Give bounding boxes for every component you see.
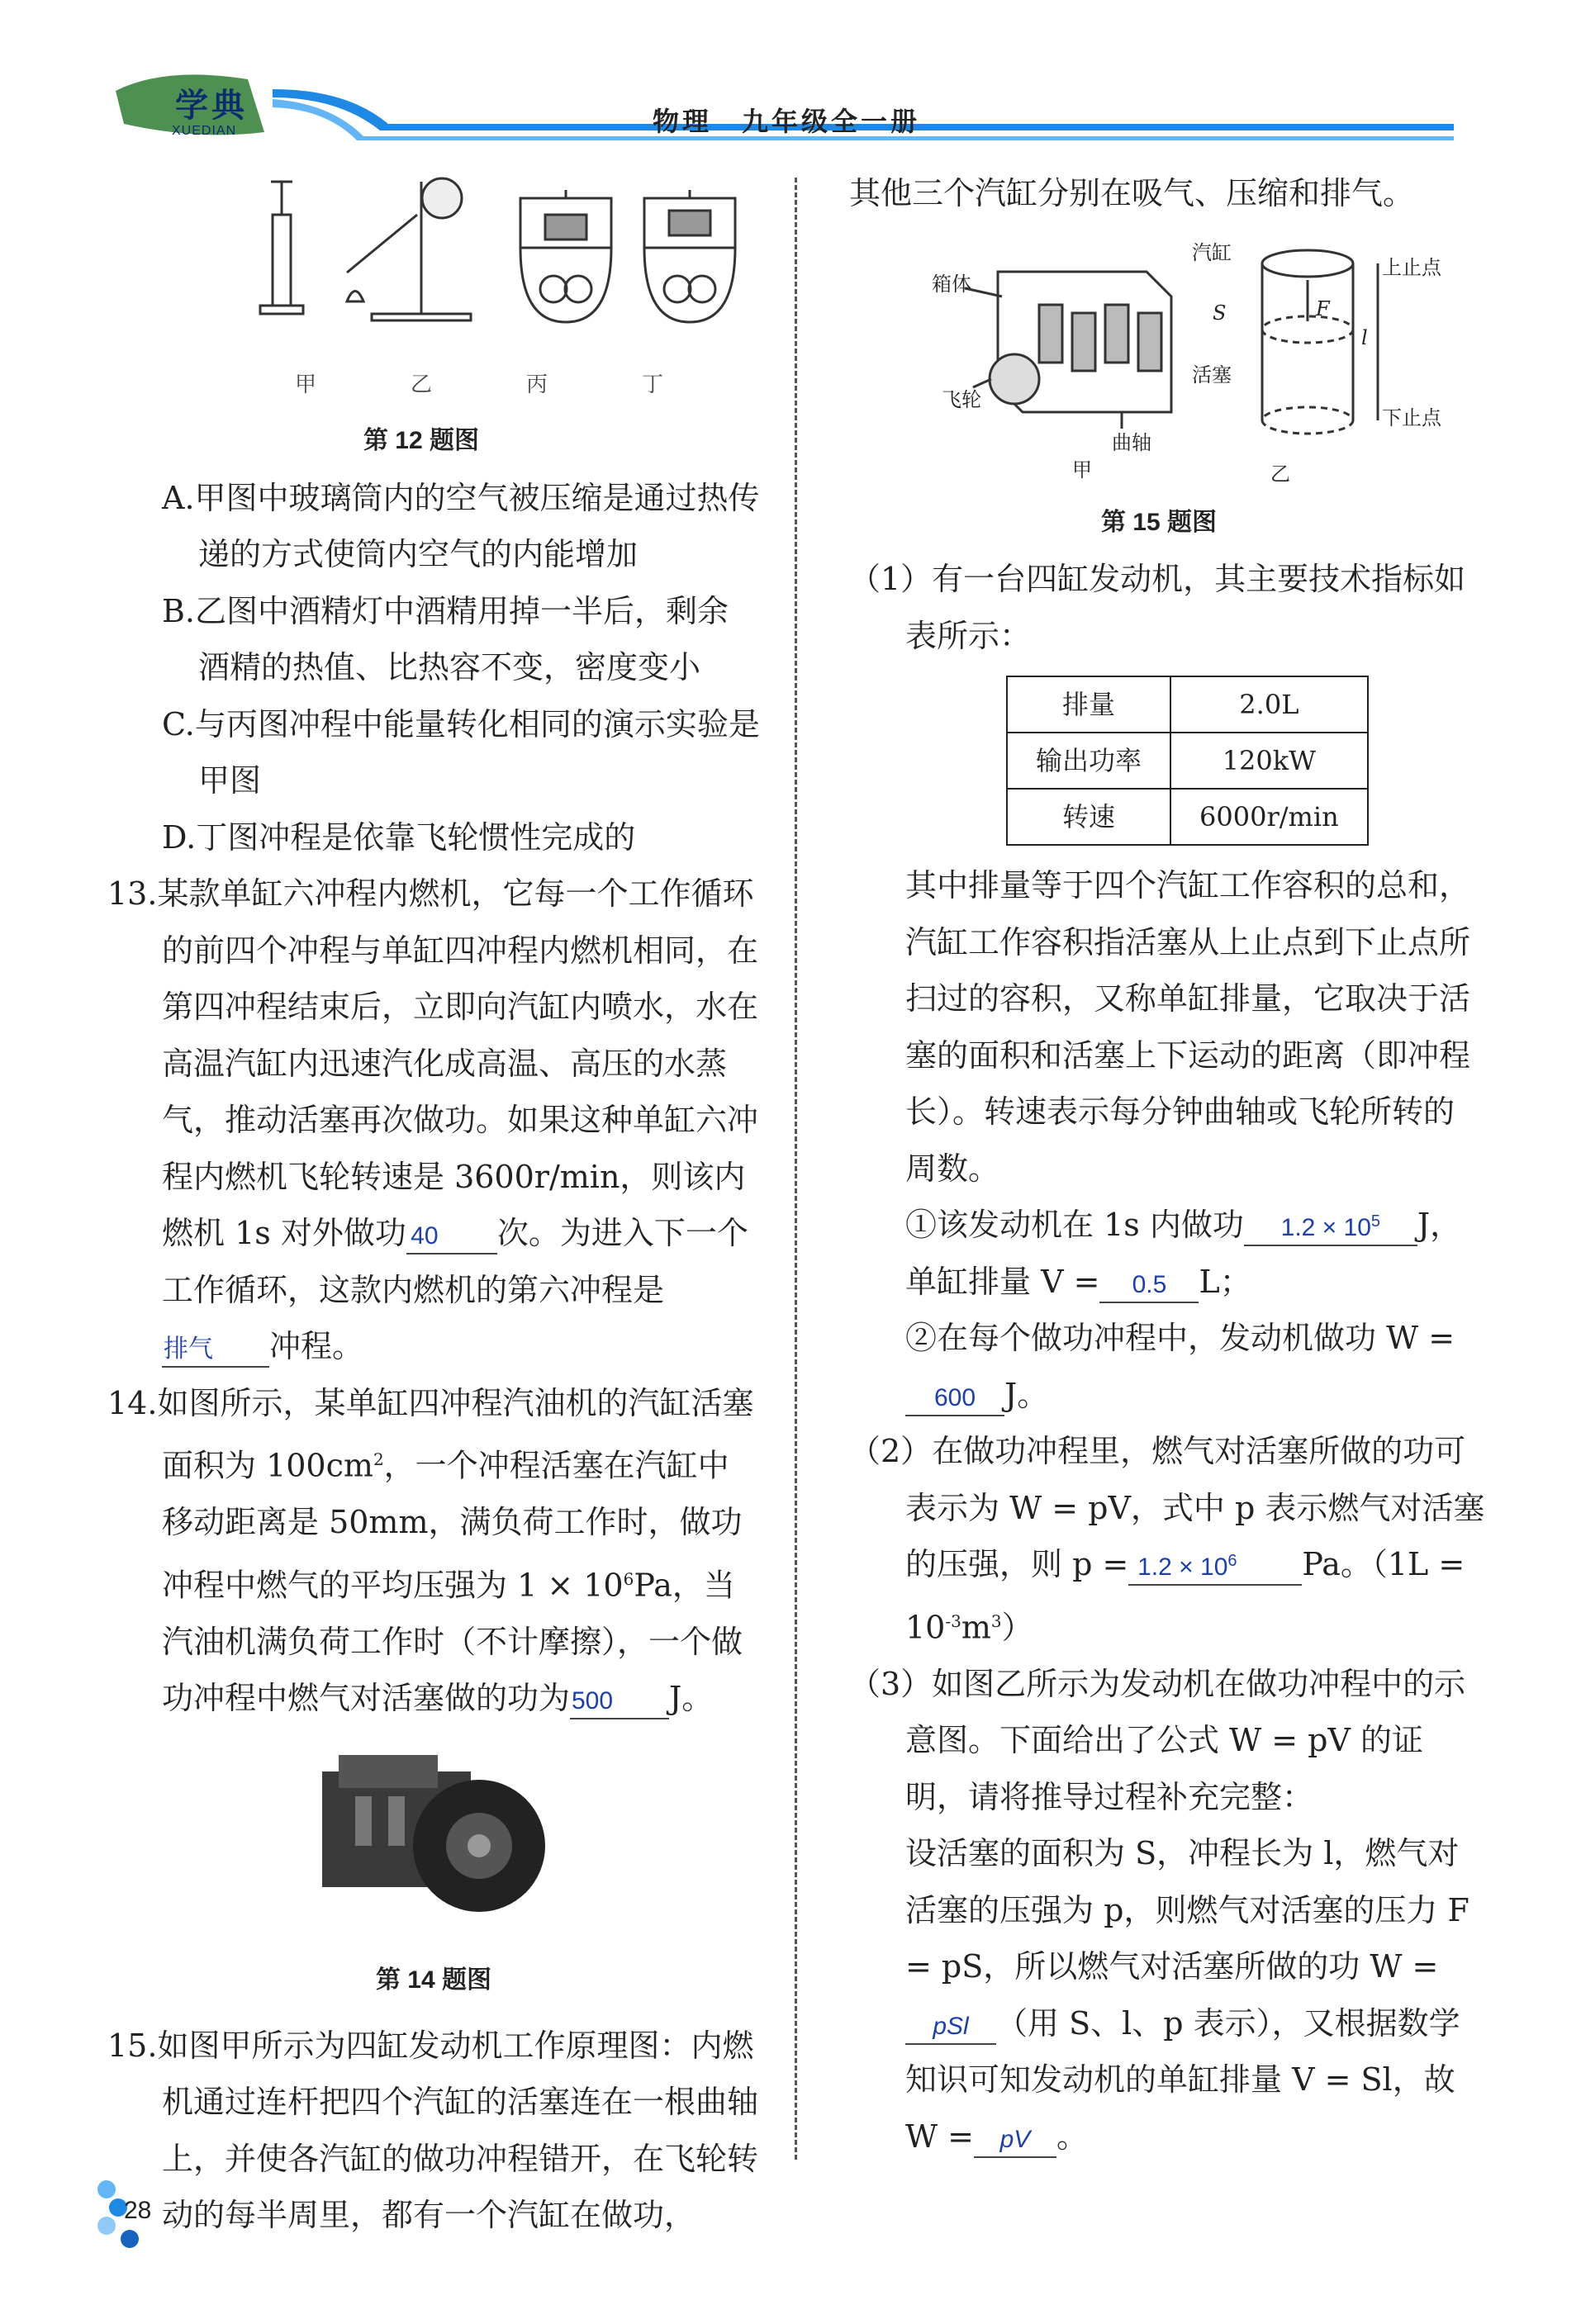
q15-answer-work: $1.2 \times 10^5$	[1244, 1205, 1417, 1246]
table-cell: 排量	[1007, 676, 1170, 733]
q15-answer-formula: pSl	[905, 2010, 996, 2045]
q12-option-c: C.与丙图冲程中能量转化相同的演示实验是甲图	[162, 705, 760, 799]
figure-14-caption: 第 14 题图	[375, 1966, 492, 1994]
fig15-sub-yi: 乙	[1270, 462, 1290, 486]
fig12-label-jia: 甲	[294, 372, 316, 397]
fig15-label-f: F	[1316, 296, 1330, 320]
fig15-label-s: S	[1213, 301, 1227, 325]
table-row	[1007, 789, 1368, 845]
table-row	[1007, 676, 1368, 733]
figure-15	[849, 222, 1485, 495]
figure-14	[306, 1747, 760, 1947]
engine-photo	[306, 1747, 553, 1928]
q15-part3-derivation: 设活塞的面积为 S，冲程长为 l，燃气对活塞的压强为 p，则燃气对活塞的压力 F = pS，所以燃气对活塞所做的功 W =pSl （用 S、l、p 表示），又根据数学知识可知发动机的单缸排量 V = Sl，故 W = pV 。	[849, 1825, 1485, 2165]
q15-intro-continued: 其他三个汽缸分别在吸气、压缩和排气。	[849, 175, 1415, 211]
spec-table	[1006, 676, 1369, 846]
table-cell: 120kW	[1170, 733, 1368, 789]
question-13: 13.某款单缸六冲程内燃机，它每一个工作循环的前四个冲程与单缸四冲程内燃机相同，在第四冲程结束后，立即向汽缸内喷水，水在高温汽缸内迅速汽化成高温、高压的水蒸气，推动活塞再次做功。如果这种单缸六冲程内燃机飞轮转速是 3600r/min，则该内燃机 1s 对外做功 40 次。为进入下一个工作循环，这款内燃机的第六冲程是排气 冲程。	[107, 866, 760, 1375]
q13-answer-2: 排气	[162, 1333, 269, 1368]
fig15-label-qigang: 汽缸	[1192, 240, 1232, 264]
q15-answer-final: pV	[974, 2123, 1056, 2158]
figure-12-drawing	[248, 165, 760, 339]
fig15-label-xiazhidian: 下止点	[1382, 406, 1441, 429]
q12-option-b: B.乙图中酒精灯中酒精用掉一半后，剩余酒精的热值、比热容不变，密度变小	[162, 592, 729, 685]
q12-option-a: A.甲图中玻璃筒内的空气被压缩是通过热传递的方式使筒内空气的内能增加	[162, 479, 760, 572]
q15-part1-intro: （1）有一台四缸发动机，其主要技术指标如表所示：	[849, 561, 1466, 654]
fig12-label-bing: 丙	[525, 372, 548, 397]
q15-part1-q2: ②在每个做功冲程中，发动机做功 W = 600 J。	[849, 1310, 1485, 1423]
fig15-label-shangzhidian: 上止点	[1382, 255, 1441, 279]
q15-part1-q1: ①该发动机在 1s 内做功 $1.2 \times 10^5$ J， 单缸排量 V = 0.5 L；	[849, 1197, 1485, 1310]
fig15-label-quzhou: 曲轴	[1112, 430, 1151, 454]
fig15-label-xiangti: 箱体	[932, 272, 971, 296]
table-cell: 输出功率	[1007, 733, 1170, 789]
table-cell: 2.0L	[1170, 676, 1368, 733]
q14-answer: 500	[570, 1685, 669, 1719]
q15-answer-stroke-work: 600	[905, 1382, 1004, 1416]
q15-part1-body: 其中排量等于四个汽缸工作容积的总和，汽缸工作容积指活塞从上止点到下止点所扫过的容积，又称单缸排量，它取决于活塞的面积和活塞上下运动的距离（即冲程长）。转速表示每分钟曲轴或飞轮所转的周数。	[905, 867, 1471, 1187]
logo-subtitle: XUEDIAN	[172, 124, 237, 138]
page-header	[0, 0, 1581, 165]
left-column	[107, 165, 760, 2244]
fig15-label-l: l	[1361, 325, 1368, 349]
figure-12-caption: 第 12 题图	[363, 427, 480, 454]
right-column	[849, 165, 1485, 2165]
table-cell: 6000r/min	[1170, 789, 1368, 845]
table-cell: 转速	[1007, 789, 1170, 845]
figure-15-caption: 第 15 题图	[1100, 508, 1218, 536]
logo: 学典	[175, 86, 248, 125]
q15-part2: （2）在做功冲程里，燃气对活塞所做的功可表示为 W = pV，式中 p 表示燃气对活塞的压强，则 $p = 1.2 \times 10^6$ Pa。$(1L = 10^{-3}m^3)$	[849, 1433, 1485, 1646]
question-15: 15.如图甲所示为四缸发动机工作原理图：内燃机通过连杆把四个汽缸的活塞连在一根曲轴上，并使各汽缸的做功冲程错开，在飞轮转动的每半周里，都有一个汽缸在做功，	[107, 2027, 759, 2234]
q15-part3: （3）如图乙所示为发动机在做功冲程中的示意图。下面给出了公式 W = pV 的证明，请将推导过程补充完整：	[849, 1665, 1466, 1815]
fig15-sub-jia: 甲	[1072, 458, 1092, 481]
figure-12	[248, 165, 760, 413]
q12-option-d: D.丁图冲程是依靠飞轮惯性完成的	[162, 818, 636, 856]
q15-answer-pressure: $1.2 \times 10^6$	[1128, 1544, 1302, 1586]
fig12-label-ding: 丁	[641, 372, 663, 397]
column-divider	[795, 178, 797, 2160]
question-14: 14.如图所示，某单缸四冲程汽油机的汽缸活塞面积为 $100cm^2$，一个冲程活塞在汽缸中移动距离是 50mm，满负荷工作时，做功冲程中燃气的平均压强为 $1 \times 10^6Pa$，当汽油机满负荷工作时（不计摩擦），一个做功冲程中燃气对活塞做的功为500 J。	[107, 1375, 760, 1727]
q15-answer-volume: 0.5	[1099, 1269, 1199, 1303]
q13-answer-1: 40	[406, 1220, 497, 1254]
fig15-label-huosai: 活塞	[1192, 363, 1232, 387]
fig12-label-yi: 乙	[410, 372, 432, 397]
page-number: 28	[124, 2197, 152, 2224]
page-title: 物理 九年级全一册	[653, 106, 921, 137]
table-row	[1007, 733, 1368, 789]
fig15-label-feilun: 飞轮	[942, 387, 981, 411]
figure-12-labels	[248, 357, 710, 414]
